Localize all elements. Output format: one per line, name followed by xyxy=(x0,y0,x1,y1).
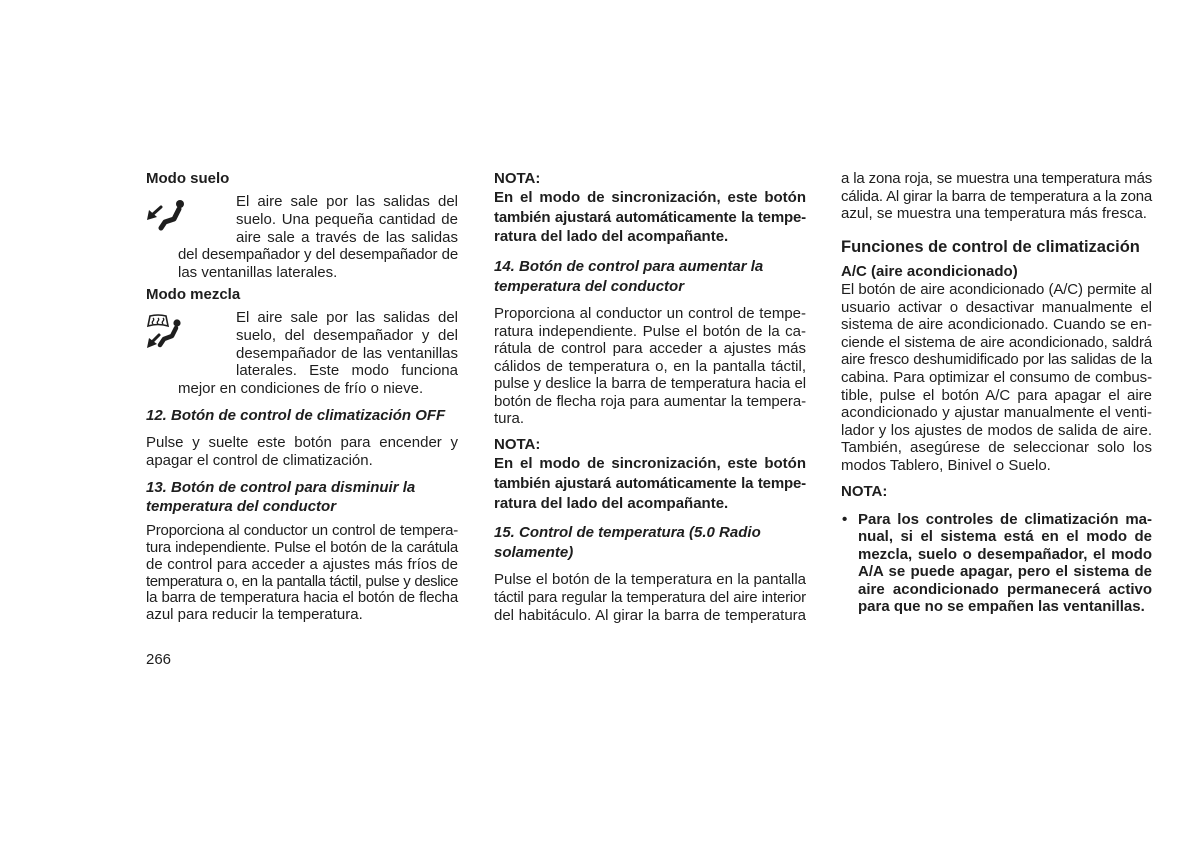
text-line: 13. Botón de control para disminuir la xyxy=(146,479,416,496)
text-line: En el modo de sincronización, este botón xyxy=(494,455,806,472)
text-line: suelo. Una pequeña cantidad de xyxy=(236,210,458,228)
text-line: cabina. Para optimizar el consumo de combus- xyxy=(841,368,1152,386)
item-12-heading xyxy=(146,407,458,425)
text-line: suelo, del desempañador y del xyxy=(236,326,458,344)
text-line: Para los controles de climatización ma- xyxy=(858,511,1152,528)
text-line: solamente) xyxy=(494,543,574,561)
modo-mezcla-title: Modo mezcla xyxy=(146,286,241,303)
text-line: Proporciona al conductor un control de tempe- xyxy=(494,305,806,322)
text-line: cálidos de temperatura o, en la pantalla táctil, xyxy=(494,357,806,375)
text-line: El aire sale por las salidas del xyxy=(236,309,458,326)
text-line: rátula de control para acceder a ajustes más xyxy=(494,340,806,357)
section-title: Funciones de control de climatización xyxy=(841,238,1140,256)
text-line: para que no se empañen las ventanillas. xyxy=(858,598,1145,616)
text-line: aire acondicionado permanecerá activo xyxy=(858,580,1152,598)
text-line: a la zona roja, se muestra una temperatura más xyxy=(841,170,1152,187)
bullet-marker: • xyxy=(842,511,848,528)
item-13-heading xyxy=(146,478,458,516)
note-label: NOTA: xyxy=(494,436,541,453)
text-line: mezcla, suelo o desempañador, el modo xyxy=(858,545,1152,563)
text-line: azul, se muestra una temperatura más fresca. xyxy=(841,205,1147,222)
text-line: ratura del lado del acompañante. xyxy=(494,495,729,512)
note-label: NOTA: xyxy=(494,170,541,187)
modo-suelo-description xyxy=(178,193,458,282)
bullet-text xyxy=(858,511,1152,615)
text-line: También, asegúrese de seleccionar solo los xyxy=(841,439,1152,457)
note-bullet-item xyxy=(841,511,1152,615)
note-paragraph xyxy=(494,188,806,247)
modo-suelo-title: Modo suelo xyxy=(146,170,230,187)
item-13-paragraph xyxy=(146,523,458,624)
text-line: tura. xyxy=(494,410,525,427)
note-paragraph xyxy=(494,454,806,514)
text-line: 14. Botón de control para aumentar la xyxy=(494,258,764,275)
text-line: las ventanillas laterales. xyxy=(178,264,338,281)
text-line: mejor en condiciones de frío o nieve. xyxy=(178,380,424,397)
text-line: tible, pulse el botón A/C para apagar el aire xyxy=(841,386,1152,404)
item-14-heading xyxy=(494,257,806,297)
text-line: botón de flecha roja para aumentar la tempera- xyxy=(494,392,806,410)
text-line: del habitáculo. Al girar la barra de temperatura xyxy=(494,607,806,624)
text-line: ciende el sistema de aire acondicionado, saldrá xyxy=(841,333,1152,351)
text-line: Pulse y suelte este botón para encender y xyxy=(146,434,458,451)
text-line: ratura del lado del acompañante. xyxy=(494,228,729,245)
ac-heading: A/C (aire acondicionado) xyxy=(841,263,1018,280)
text-line: usuario activar o desactivar manualmente el xyxy=(841,298,1152,316)
ac-paragraph xyxy=(841,281,1152,475)
text-line: En el modo de sincronización, este botón xyxy=(494,189,806,206)
text-line: de control para acceder a ajustes más fríos de xyxy=(146,555,458,573)
text-line: El botón de aire acondicionado (A/C) permite al xyxy=(841,281,1152,298)
text-line: temperatura o, en la pantalla táctil, pulse y deslice xyxy=(146,572,458,590)
text-line: también ajustará automáticamente la tempe- xyxy=(494,475,806,492)
text-line: aire fresco deshumidificado por las salidas de la xyxy=(841,351,1152,369)
text-line: temperatura del conductor xyxy=(494,278,685,295)
text-line: del desempañador y del desempañador de xyxy=(178,246,458,264)
text-line: Pulse el botón de la temperatura en la pantalla xyxy=(494,571,806,588)
text-line: azul para reducir la temperatura. xyxy=(146,606,363,624)
text-line: A/A se puede apagar, pero el sistema de xyxy=(858,563,1152,581)
text-line: desempañador de las ventanillas xyxy=(236,344,458,362)
text-line: cálida. Al girar la barra de temperatura a la zona xyxy=(841,187,1152,205)
text-line: lador y los ajustes de modos de salida de aire. xyxy=(841,421,1152,439)
text-line: la barra de temperatura hacia el botón de flecha xyxy=(146,589,458,607)
text-line: 15. Control de temperatura (5.0 Radio xyxy=(494,524,761,541)
text-line: Proporciona al conductor un control de tempera- xyxy=(146,522,458,539)
note-label: NOTA: xyxy=(841,483,888,500)
text-line: acondicionado y ajustar manualmente el venti- xyxy=(841,404,1152,422)
text-line: sistema de aire acondicionado. Cuando se en- xyxy=(841,316,1152,334)
modo-mezcla-description xyxy=(178,309,458,398)
text-line: también ajustará automáticamente la tempe- xyxy=(494,208,806,226)
text-line: temperatura del conductor xyxy=(146,498,337,515)
item-15-paragraph xyxy=(494,571,806,625)
text-line: aire sale a través de las salidas xyxy=(236,228,458,246)
continued-paragraph xyxy=(841,170,1152,223)
text-line: modos Tablero, Binivel o Suelo. xyxy=(841,456,1051,474)
text-line: apagar el control de climatización. xyxy=(146,452,373,469)
item-15-heading xyxy=(494,523,806,562)
text-line: laterales. Este modo funciona xyxy=(236,362,458,380)
text-line: pulse y deslice la barra de temperatura hacia el xyxy=(494,375,806,392)
text-line: nual, si el sistema está en el modo de xyxy=(858,528,1152,546)
item-14-paragraph xyxy=(494,305,806,428)
text-line: El aire sale por las salidas del xyxy=(236,193,458,210)
text-line: táctil para regular la temperatura del aire interior xyxy=(494,589,806,606)
text-line: ratura independiente. Pulse el botón de la ca- xyxy=(494,322,806,340)
text-line: tura independiente. Pulse el botón de la carátula xyxy=(146,538,458,556)
item-12-paragraph xyxy=(146,434,458,470)
page-number: 266 xyxy=(146,651,172,668)
text-line: 12. Botón de control de climatización OFF xyxy=(146,407,446,424)
